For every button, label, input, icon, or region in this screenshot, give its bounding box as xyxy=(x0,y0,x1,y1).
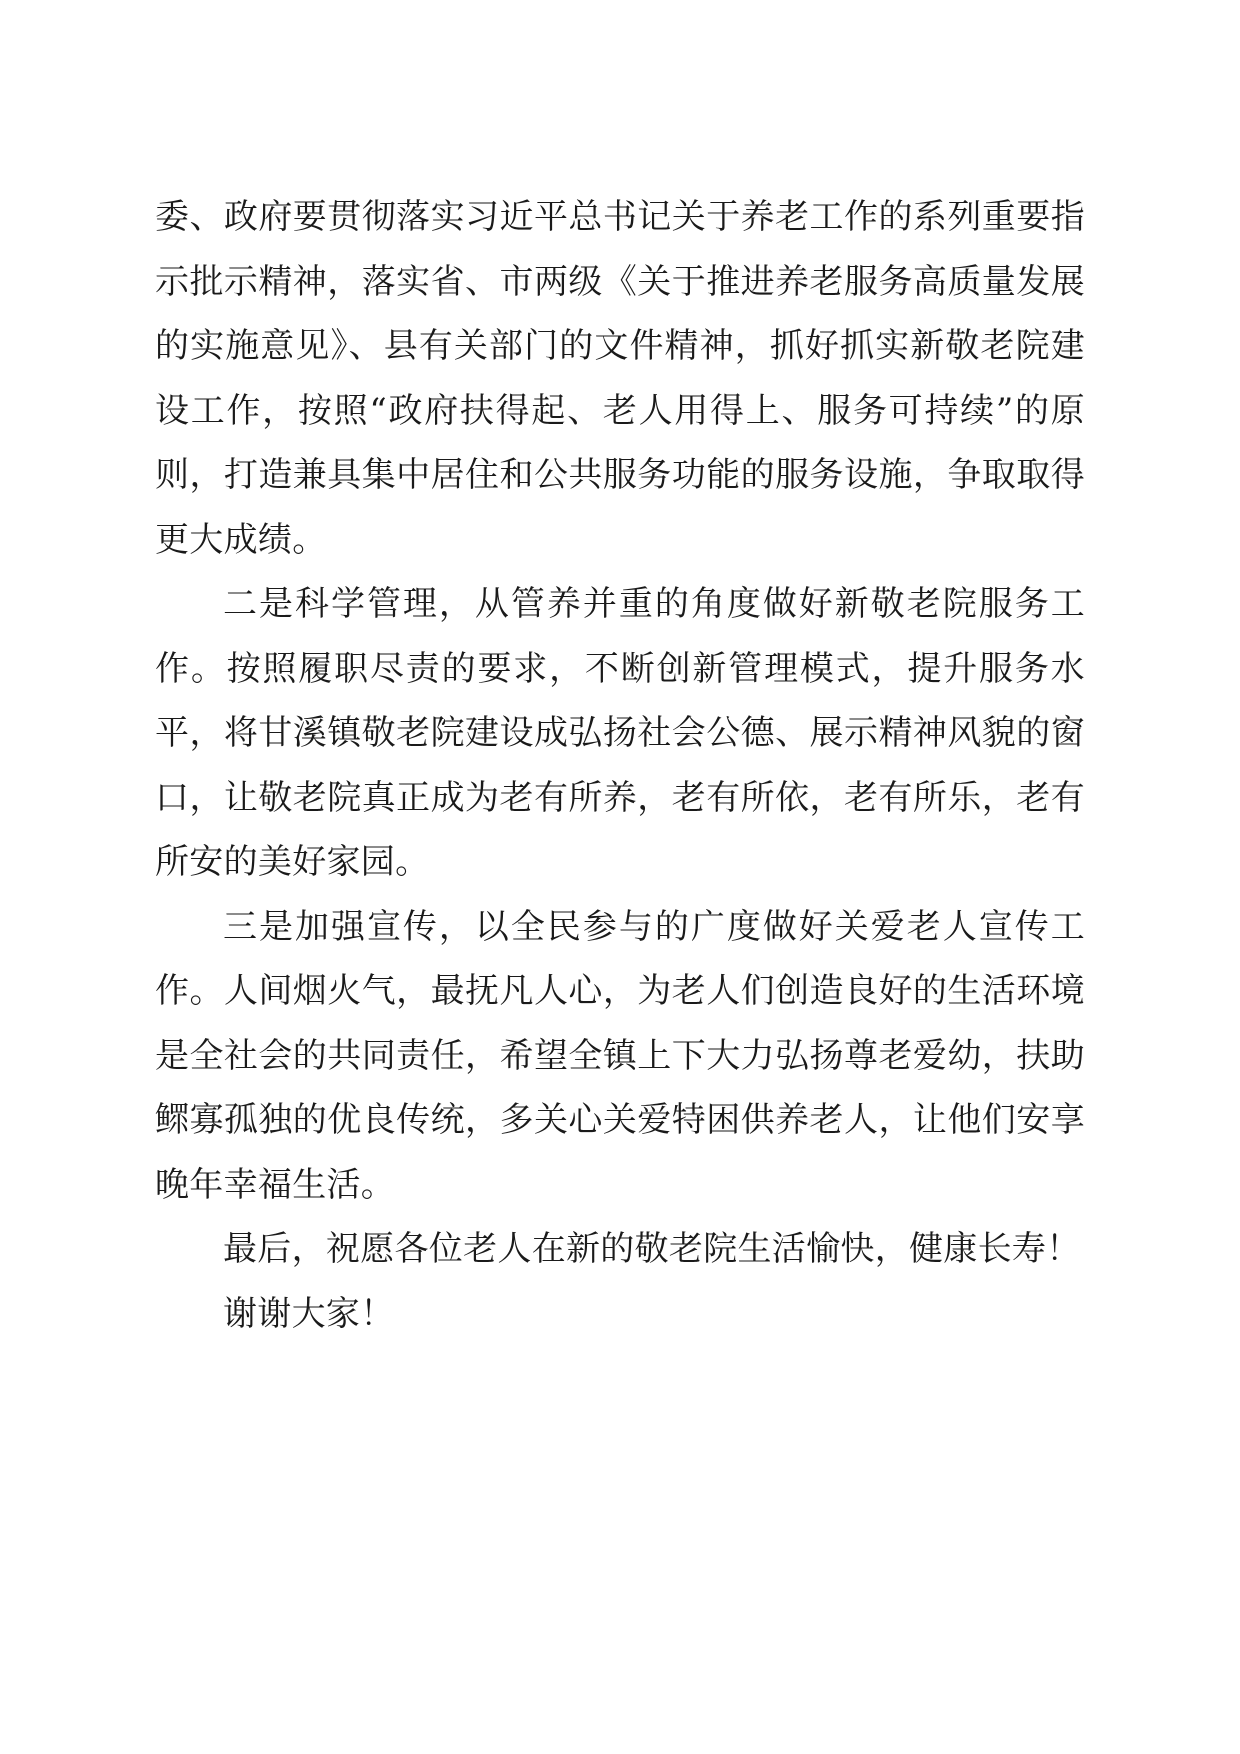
body-text xyxy=(155,185,1085,1346)
paragraph-scientific-management: 二是科学管理，从管养并重的角度做好新敬老院服务工作。按照履职尽责的要求，不断创新管理模式，提升服务水平，将甘溪镇敬老院建设成弘扬社会公德、展示精神风貌的窗口，让敬老院真正成为老有所养，老有所依，老有所乐，老有所安的美好家园。 xyxy=(155,584,1085,882)
paragraph-thanks: 谢谢大家！ xyxy=(223,1293,395,1334)
paragraph-continued: 委、政府要贯彻落实习近平总书记关于养老工作的系列重要指示批示精神，落实省、市两级《关于推进养老服务高质量发展的实施意见》、县有关部门的文件精神，抓好抓实新敬老院建设工作，按照“政府扶得起、老人用得上、服务可持续”的原则，打造兼具集中居住和公共服务功能的服务设施，争取取得更大成绩。 xyxy=(155,197,1085,560)
paragraph-closing-wishes: 最后，祝愿各位老人在新的敬老院生活愉快，健康长寿！ xyxy=(223,1229,1081,1269)
paragraph-publicity: 三是加强宣传，以全民参与的广度做好关爱老人宣传工作。人间烟火气，最抚凡人心，为老人们创造良好的生活环境是全社会的共同责任，希望全镇上下大力弘扬尊老爱幼，扶助鳏寡孤独的优良传统，多关心关爱特困供养老人，让他们安享晚年幸福生活。 xyxy=(155,906,1085,1205)
